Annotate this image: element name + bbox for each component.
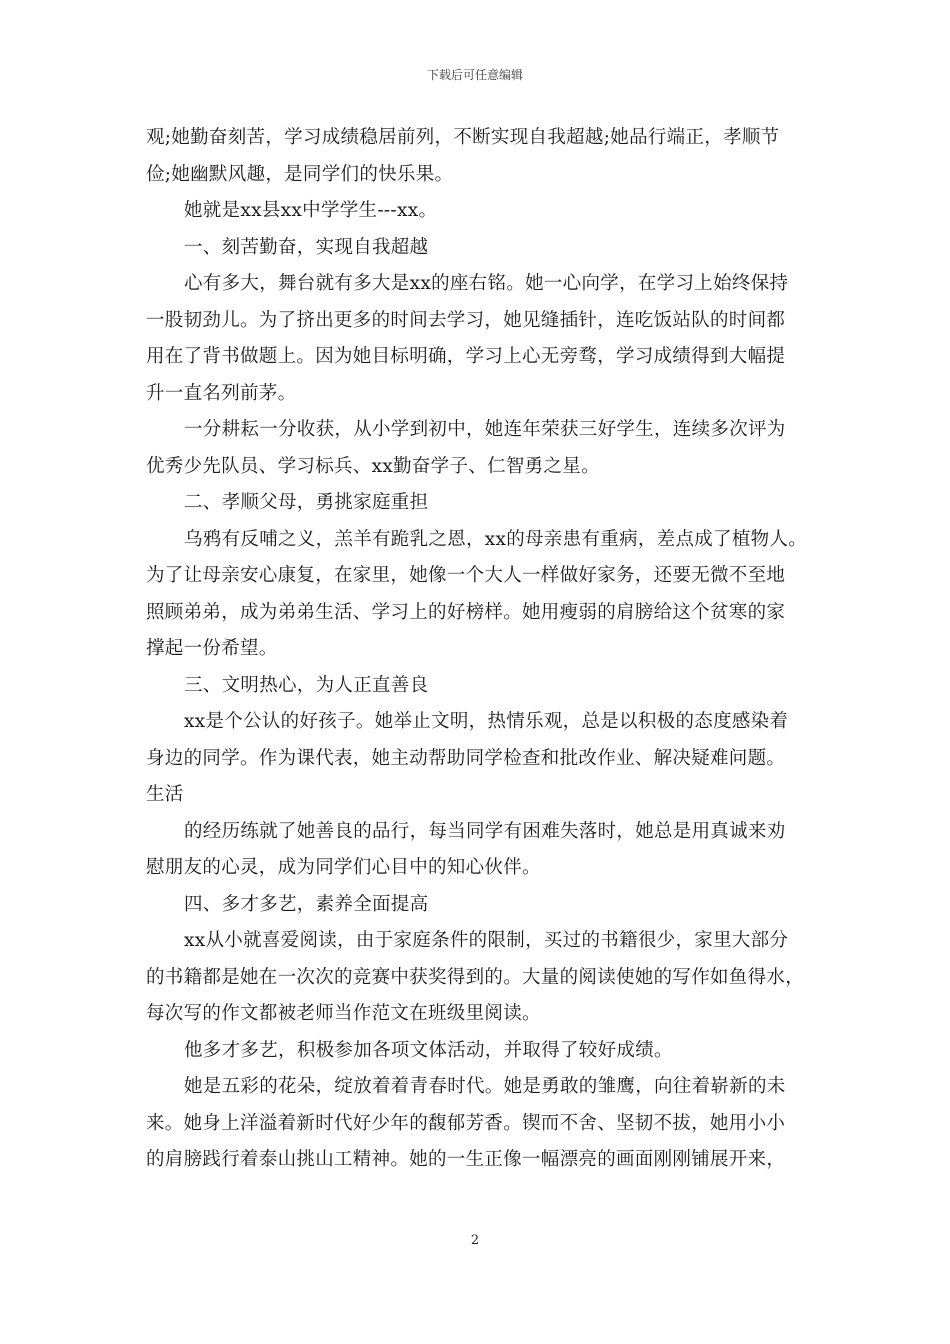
text-line: 慰朋友的心灵，成为同学们心目中的知心伙伴。 (146, 857, 541, 878)
text-line: 用在了背书做题上。因为她目标明确，学习上心无旁骛，学习成绩得到大幅提 (146, 346, 786, 367)
text-line: 照顾弟弟，成为弟弟生活、学习上的好榜样。她用瘦弱的肩膀给这个贫寒的家 (146, 601, 786, 623)
text-line: 每次写的作文都被老师当作范文在班级里阅读。 (146, 1003, 541, 1024)
text-line: xx从小就喜爱阅读，由于家庭条件的限制，买过的书籍很少，家里大部分 (184, 930, 789, 951)
text-line: 的书籍都是她在一次次的竞赛中获奖得到的。大量的阅读使她的写作如鱼得水， (146, 966, 805, 988)
text-line: 的经历练就了她善良的品行，每当同学有困难失落时，她总是用真诚来劝 (184, 820, 786, 842)
text-line: 四、多才多艺，素养全面提高 (184, 893, 429, 915)
text-line: 为了让母亲安心康复，在家里，她像一个大人一样做好家务，还要无微不至地 (146, 565, 786, 586)
text-line: 身边的同学。作为课代表，她主动帮助同学检查和批改作业、解决疑难问题。 (146, 747, 786, 769)
text-line: 二、孝顺父母，勇挑家庭重担 (184, 492, 429, 513)
text-line: 优秀少先队员、学习标兵、xx勤奋学子、仁智勇之星。 (146, 455, 600, 477)
page-header-note: 下载后可任意编辑 (426, 68, 523, 82)
text-line: 观;她勤奋刻苦，学习成绩稳居前列，不断实现自我超越;她品行端正，孝顺节 (146, 127, 780, 148)
text-line: 撑起一份希望。 (146, 638, 278, 659)
text-line: 她就是xx县xx中学学生---xx。 (184, 200, 438, 221)
text-line: 来。她身上洋溢着新时代好少年的馥郁芳香。锲而不舍、坚韧不拔，她用小小 (146, 1112, 786, 1134)
text-line: 乌鸦有反哺之义，羔羊有跪乳之恩，xx的母亲患有重病，差点成了植物人。 (184, 528, 808, 550)
text-line: 俭;她幽默风趣，是同学们的快乐果。 (146, 163, 454, 185)
text-line: 她是五彩的花朵，绽放着着青春时代。她是勇敢的雏鹰，向往着崭新的未 (184, 1076, 786, 1097)
text-line: 的肩膀践行着泰山挑山工精神。她的一生正像一幅漂亮的画面刚刚铺展开来， (146, 1149, 786, 1170)
text-line: 一股韧劲儿。为了挤出更多的时间去学习，她见缝插针，连吃饭站队的时间都 (146, 309, 786, 331)
text-line: 生活 (146, 784, 184, 805)
text-line: 三、文明热心，为人正直善良 (184, 674, 429, 696)
text-line: 他多才多艺，积极参加各项文体活动，并取得了较好成绩。 (184, 1039, 673, 1061)
document-body (146, 120, 816, 1179)
text-line: 一分耕耘一分收获，从小学到初中，她连年荣获三好学生，连续多次评为 (184, 419, 786, 440)
page-number: 2 (470, 1233, 480, 1248)
text-line: 心有多大，舞台就有多大是xx的座右铭。她一心向学，在学习上始终保持 (184, 273, 789, 294)
text-line: 一、刻苦勤奋，实现自我超越 (184, 236, 429, 258)
text-line: xx是个公认的好孩子。她举止文明，热情乐观，总是以积极的态度感染着 (184, 711, 789, 732)
text-line: 升一直名列前茅。 (146, 382, 297, 404)
